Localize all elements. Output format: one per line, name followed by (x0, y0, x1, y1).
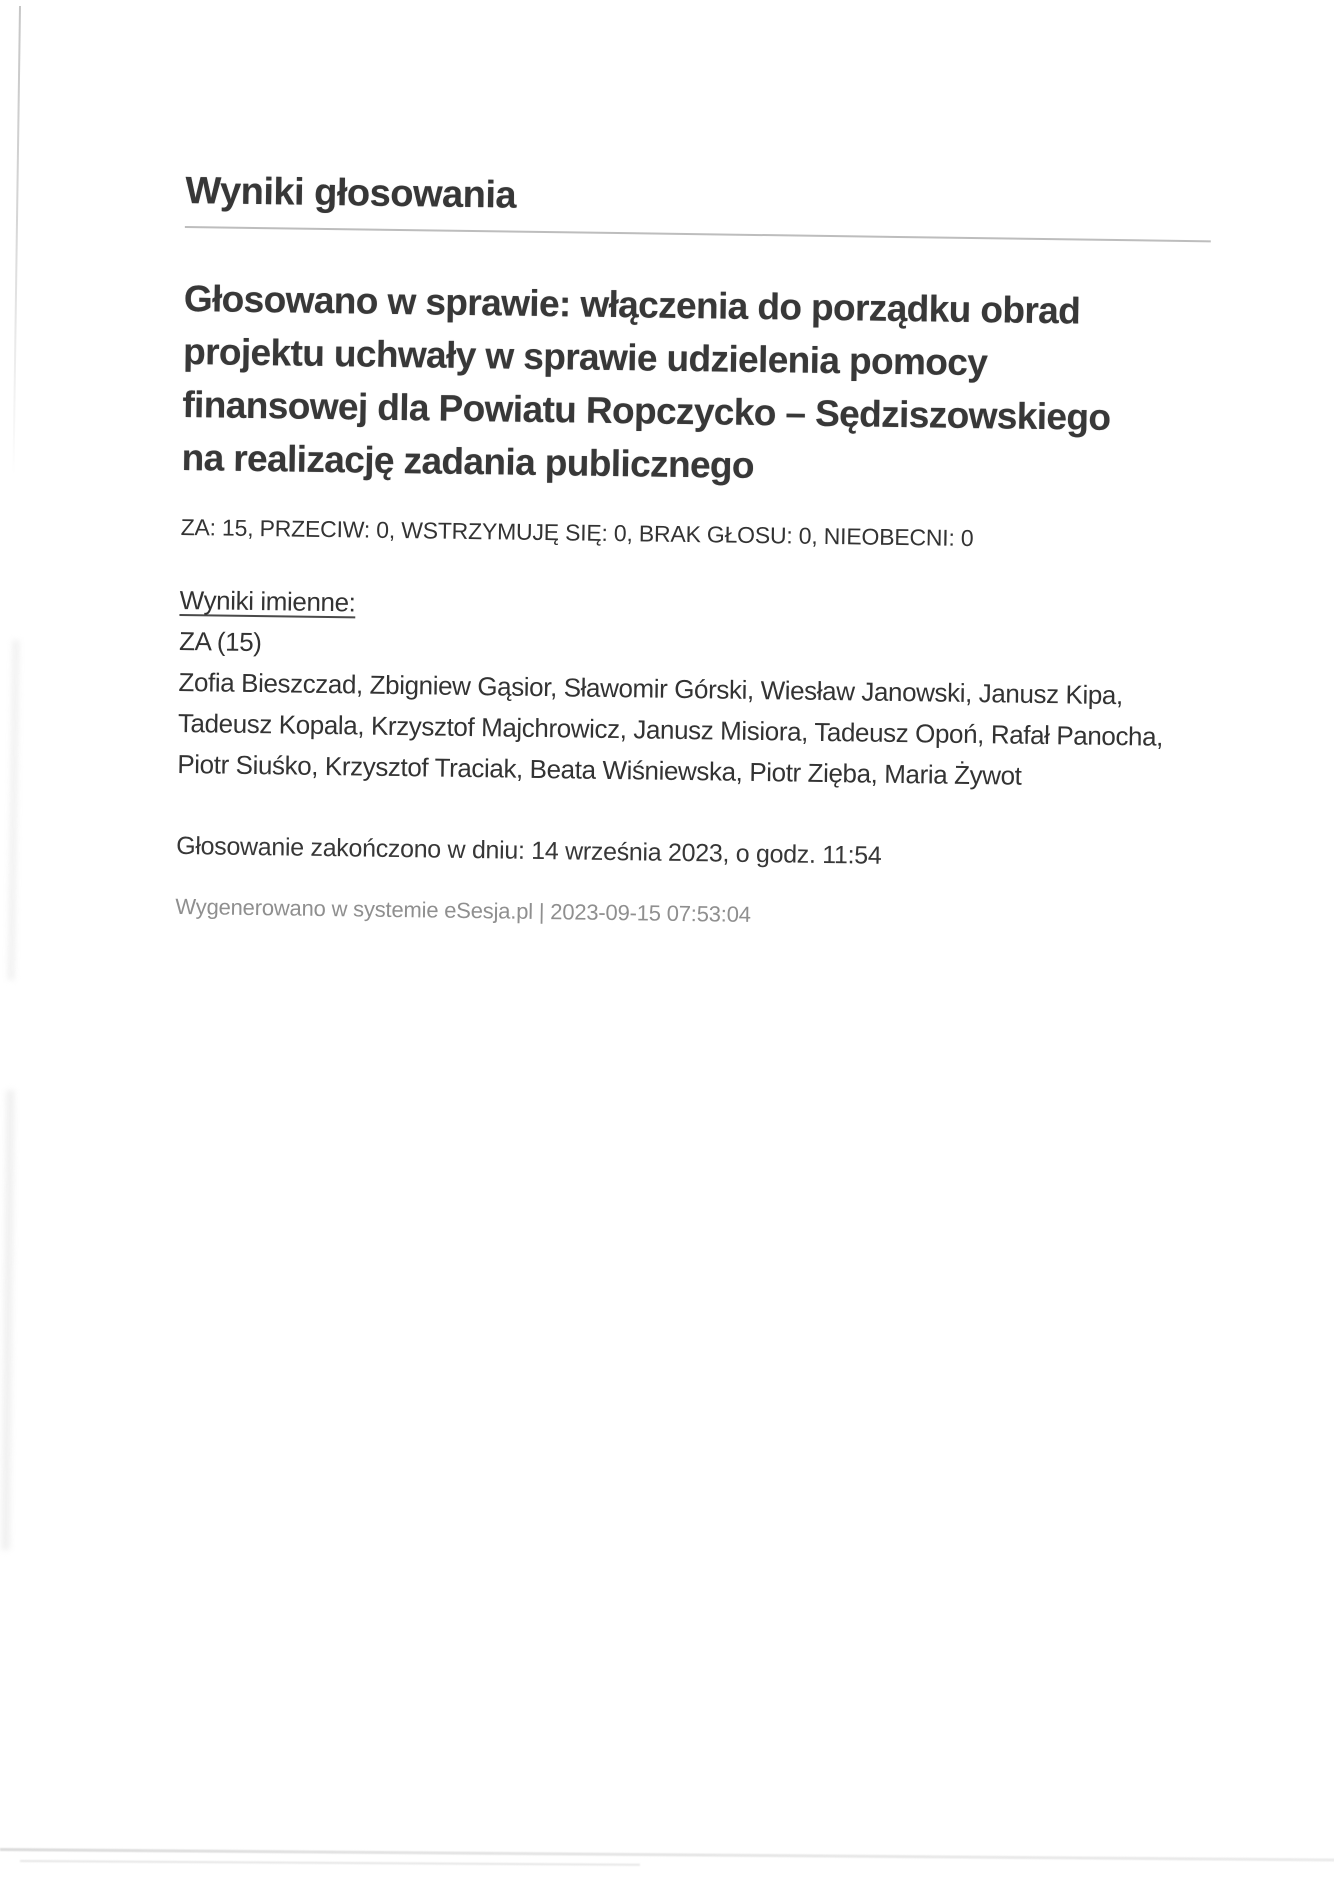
scan-artifact-bottom-paper-edge (20, 1860, 640, 1866)
vote-subject-heading: Głosowano w sprawie: włączenia do porządku obrad projektu uchwały w sprawie udzielenia pomocy finansowej dla Powiatu Ropczycko – Sędziszowskiego na realizację zadania publicznego (181, 277, 1111, 486)
scan-artifact-left-edge-line (12, 6, 21, 476)
scan-artifact-left-smudge (2, 1090, 15, 1550)
title-divider-rule (185, 226, 1211, 242)
scan-artifact-left-smudge (8, 640, 20, 980)
voter-names-list: Zofia Bieszczad, Zbigniew Gąsior, Sławomir Górski, Wiesław Janowski, Janusz Kipa, Tadeusz Kopala, Krzysztof Majchrowicz, Janusz Misiora, Tadeusz Opoń, Rafał Panocha, Piotr Siuśko, Krzysztof Traciak, Beata Wiśniewska, Piotr Zięba, Maria Żywot (177, 666, 1164, 791)
document-content (162, 146, 1246, 1861)
voting-closed-info: Głosowanie zakończono w dniu: 14 września 2023, o godz. 11:54 (176, 831, 882, 870)
named-results-label: Wyniki imienne: (179, 584, 356, 618)
page-title: Wyniki głosowania (185, 169, 517, 217)
vote-summary-line: ZA: 15, PRZECIW: 0, WSTRZYMUJĘ SIĘ: 0, BRAK GŁOSU: 0, NIEOBECNI: 0 (180, 513, 974, 552)
named-results-section (177, 580, 1230, 800)
vote-group-label: ZA (15) (178, 625, 262, 658)
generation-footer: Wygenerowano w systemie eSesja.pl | 2023-09-15 07:53:04 (175, 893, 751, 927)
